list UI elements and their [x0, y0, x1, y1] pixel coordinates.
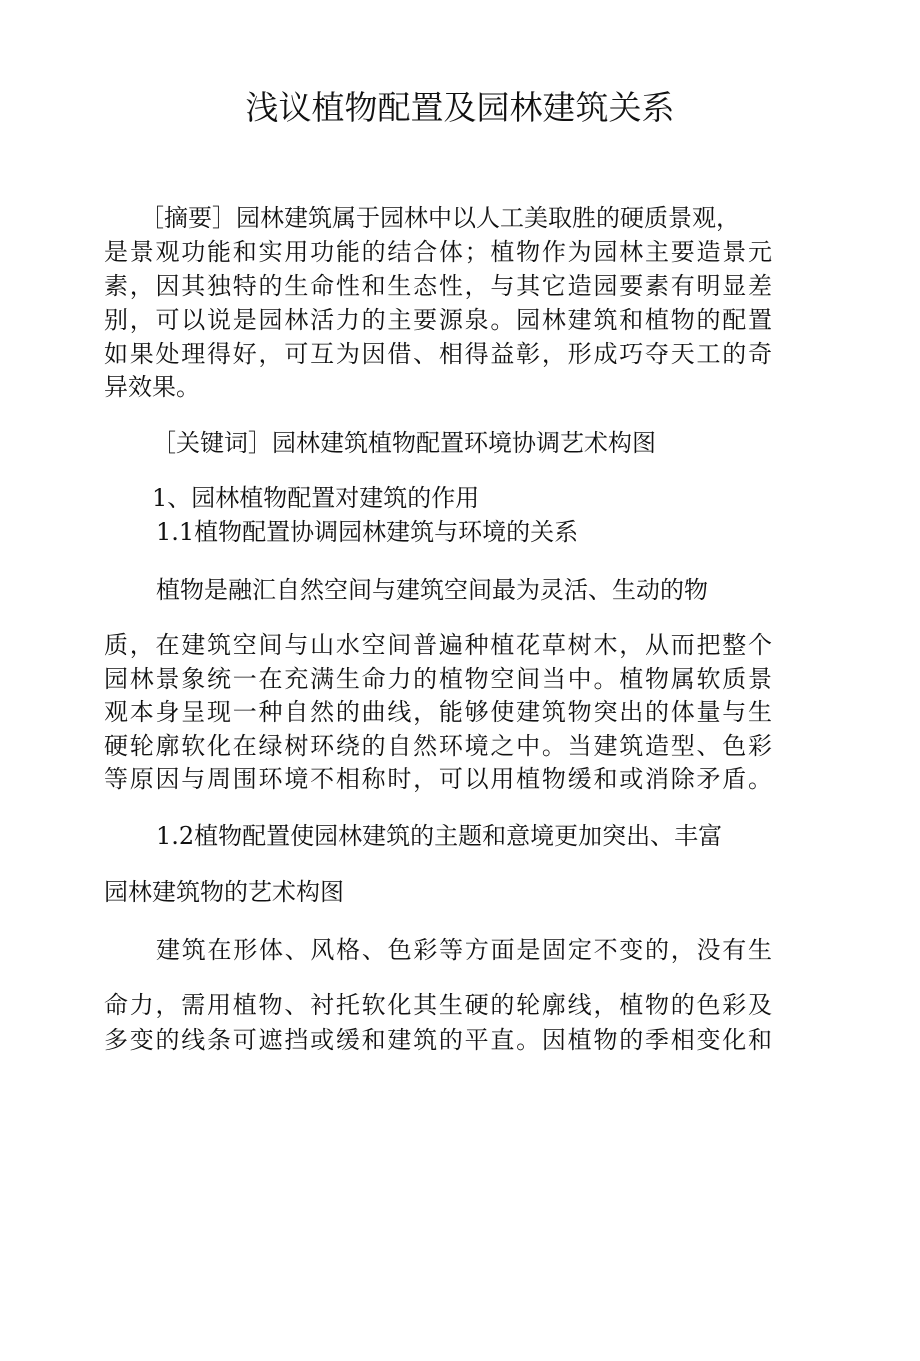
paragraph-line: 观本身呈现一种自然的曲线，能够使建筑物突出的体量与生 [104, 698, 772, 726]
abstract-line: 是景观功能和实用功能的结合体；植物作为园林主要造景元 [104, 238, 772, 266]
paragraph-line: 植物是融汇自然空间与建筑空间最为灵活、生动的物 [156, 576, 708, 604]
abstract-line: 别，可以说是园林活力的主要源泉。园林建筑和植物的配置 [104, 306, 772, 334]
paragraph-line: 多变的线条可遮挡或缓和建筑的平直。因植物的季相变化和 [104, 1026, 772, 1054]
page-title: 浅议植物配置及园林建筑关系 [245, 88, 675, 127]
abstract-line: 素，因其独特的生命性和生态性，与其它造园要素有明显差 [104, 272, 772, 300]
paragraph-line: 命力，需用植物、衬托软化其生硬的轮廓线，植物的色彩及 [104, 991, 772, 1019]
paragraph-line: 硬轮廓软化在绿树环绕的自然环境之中。当建筑造型、色彩 [104, 732, 772, 760]
abstract-line: 异效果。 [104, 373, 200, 401]
paragraph-line: 建筑在形体、风格、色彩等方面是固定不变的，没有生 [156, 936, 772, 964]
keywords: ［关键词］园林建筑植物配置环境协调艺术构图 [152, 429, 656, 457]
abstract-line: 如果处理得好，可互为因借、相得益彰，形成巧夺天工的奇 [104, 340, 772, 368]
paragraph-line: 等原因与周围环境不相称时，可以用植物缓和或消除矛盾。 [104, 765, 772, 793]
section-heading-1-1: 1.1植物配置协调园林建筑与环境的关系 [156, 518, 579, 546]
paragraph-line: 园林景象统一在充满生命力的植物空间当中。植物属软质景 [104, 665, 772, 693]
heading-line: 园林建筑物的艺术构图 [104, 878, 344, 906]
paragraph-line: 质，在建筑空间与山水空间普遍种植花草树木，从而把整个 [104, 631, 772, 659]
abstract-line: ［摘要］园林建筑属于园林中以人工美取胜的硬质景观， [140, 204, 740, 232]
section-heading-1: 1、园林植物配置对建筑的作用 [152, 484, 480, 512]
heading-line: 1.2植物配置使园林建筑的主题和意境更加突出、丰富 [156, 822, 723, 850]
